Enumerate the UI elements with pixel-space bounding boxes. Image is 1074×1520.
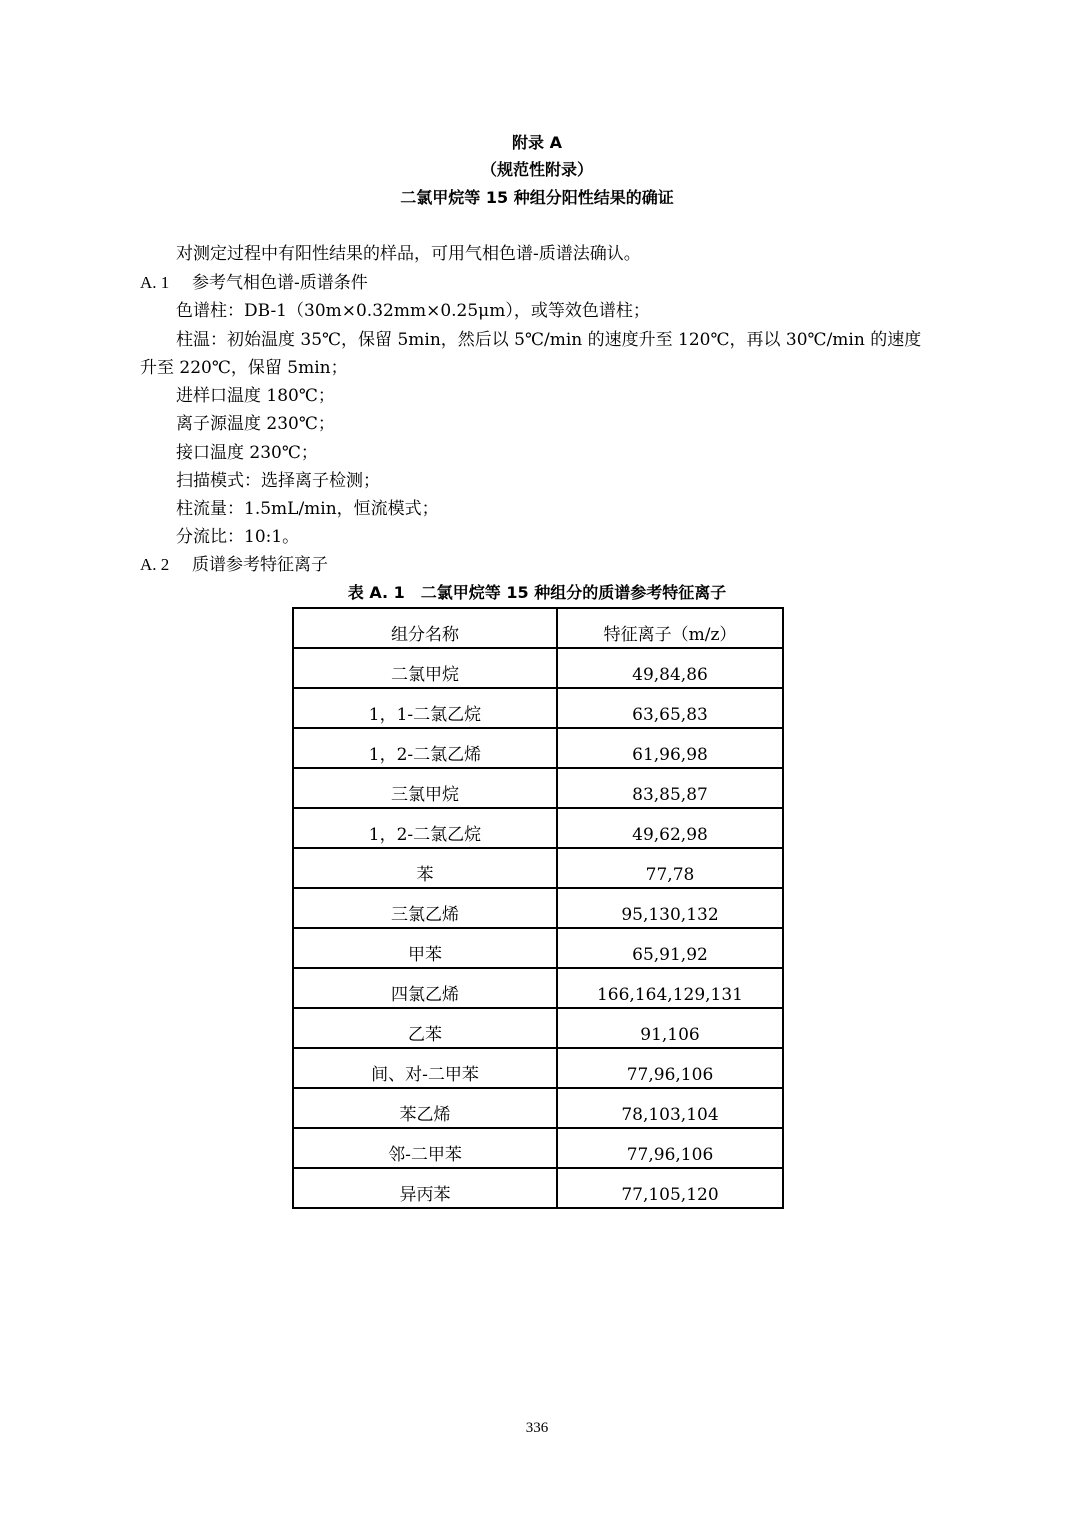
page-number: 336 <box>525 1420 549 1436</box>
table-row <box>293 1128 783 1168</box>
table-caption: 表 A. 1 二氯甲烷等 15 种组分的质谱参考特征离子 <box>347 583 727 602</box>
ion-table <box>292 607 784 1209</box>
condition-column: 色谱柱：DB-1（30m×0.32mm×0.25μm），或等效色谱柱； <box>176 301 650 321</box>
table-row <box>293 808 783 848</box>
ion-values-cell: 78,103,104 <box>557 1088 783 1128</box>
section-a2-title: 质谱参考特征离子 <box>192 555 328 575</box>
table-row <box>293 648 783 688</box>
table-row <box>293 1008 783 1048</box>
condition-inlet-temp: 进样口温度 180℃； <box>176 386 335 406</box>
section-a1-heading <box>140 271 368 295</box>
component-name-cell: 异丙苯 <box>293 1168 557 1208</box>
component-name-cell: 四氯乙烯 <box>293 968 557 1008</box>
component-name-cell: 二氯甲烷 <box>293 648 557 688</box>
component-name-cell: 苯乙烯 <box>293 1088 557 1128</box>
component-name-cell: 甲苯 <box>293 928 557 968</box>
table-header-row <box>293 608 783 648</box>
table-row <box>293 848 783 888</box>
component-name-cell: 三氯甲烷 <box>293 768 557 808</box>
condition-oven-temp-cont: 升至 220℃，保留 5min； <box>140 358 348 378</box>
table-row <box>293 888 783 928</box>
component-name-cell: 苯 <box>293 848 557 888</box>
annex-label: 附录 A <box>512 133 562 152</box>
component-name-cell: 乙苯 <box>293 1008 557 1048</box>
ion-values-cell: 95,130,132 <box>557 888 783 928</box>
ion-values-cell: 77,96,106 <box>557 1048 783 1088</box>
component-name-cell: 间、对-二甲苯 <box>293 1048 557 1088</box>
ion-values-cell: 91,106 <box>557 1008 783 1048</box>
ion-values-cell: 61,96,98 <box>557 728 783 768</box>
ion-values-cell: 77,105,120 <box>557 1168 783 1208</box>
table-row <box>293 928 783 968</box>
intro-paragraph: 对测定过程中有阳性结果的样品，可用气相色谱-质谱法确认。 <box>176 244 641 264</box>
table-row <box>293 1088 783 1128</box>
condition-split: 分流比：10:1。 <box>176 527 300 547</box>
condition-oven-temp: 柱温：初始温度 35℃，保留 5min，然后以 5℃/min 的速度升至 120℃，再以 30℃/min 的速度 <box>176 330 922 350</box>
component-name-cell: 1，2-二氯乙烯 <box>293 728 557 768</box>
table-row <box>293 728 783 768</box>
condition-interface-temp: 接口温度 230℃； <box>176 443 318 463</box>
header-component: 组分名称 <box>293 608 557 648</box>
table-row <box>293 1168 783 1208</box>
header-ions: 特征离子（m/z） <box>557 608 783 648</box>
ion-values-cell: 83,85,87 <box>557 768 783 808</box>
section-a1-title: 参考气相色谱-质谱条件 <box>192 273 368 293</box>
component-name-cell: 三氯乙烯 <box>293 888 557 928</box>
ion-values-cell: 77,96,106 <box>557 1128 783 1168</box>
table-row <box>293 768 783 808</box>
annex-nature: （规范性附录） <box>480 160 593 179</box>
annex-title: 二氯甲烷等 15 种组分阳性结果的确证 <box>400 188 674 207</box>
table-row <box>293 1048 783 1088</box>
ion-values-cell: 77,78 <box>557 848 783 888</box>
ion-values-cell: 49,84,86 <box>557 648 783 688</box>
section-a2-heading <box>140 553 328 577</box>
ion-values-cell: 166,164,129,131 <box>557 968 783 1008</box>
condition-scan-mode: 扫描模式：选择离子检测； <box>176 471 380 491</box>
section-a1-number: A. 1 <box>140 273 170 292</box>
ion-table-body <box>293 608 783 1208</box>
ion-values-cell: 63,65,83 <box>557 688 783 728</box>
table-row <box>293 968 783 1008</box>
condition-source-temp: 离子源温度 230℃； <box>176 414 335 434</box>
component-name-cell: 邻-二甲苯 <box>293 1128 557 1168</box>
component-name-cell: 1，1-二氯乙烷 <box>293 688 557 728</box>
condition-flow: 柱流量：1.5mL/min，恒流模式； <box>176 499 439 519</box>
ion-values-cell: 49,62,98 <box>557 808 783 848</box>
component-name-cell: 1，2-二氯乙烷 <box>293 808 557 848</box>
ion-values-cell: 65,91,92 <box>557 928 783 968</box>
table-row <box>293 688 783 728</box>
section-a2-number: A. 2 <box>140 555 170 574</box>
